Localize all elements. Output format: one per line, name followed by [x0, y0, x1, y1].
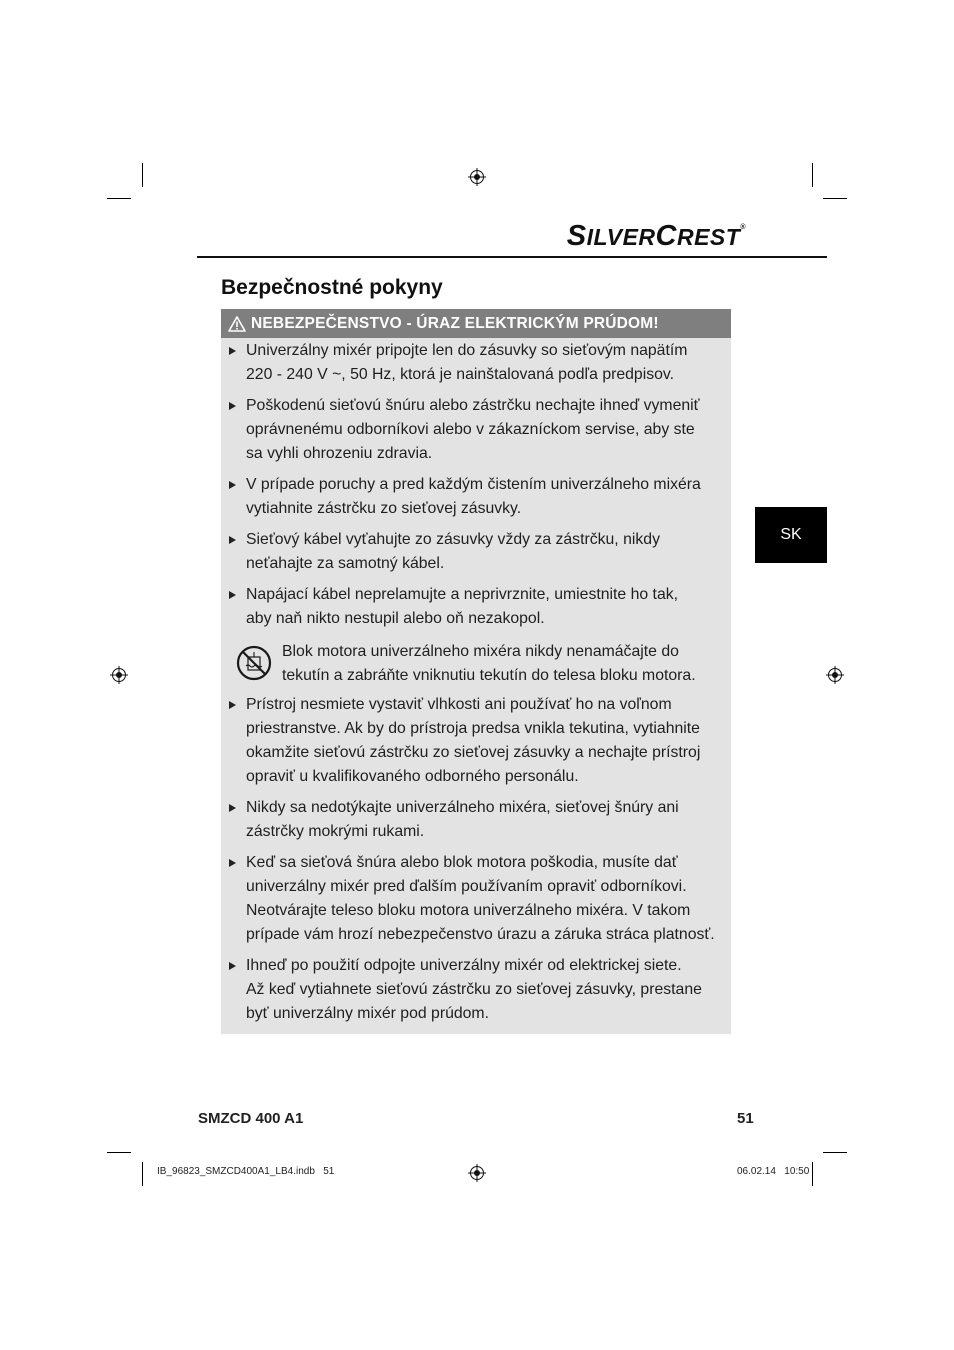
crop-mark — [107, 198, 131, 199]
page-title: Bezpečnostné pokyny — [221, 276, 443, 299]
bullet-arrow-icon — [229, 402, 236, 410]
list-item-text: V prípade poruchy a pred každým čistením univerzálneho mixéra vytiahnite zástrčku zo sieťovej zásuvky. — [246, 476, 701, 517]
list-item-text: Ihneď po použití odpojte univerzálny mixér od elektrickej siete. Až keď vytiahnete sieťovú zástrčku zo sieťovej zásuvky, prestane byť univerzálny mixér pod prúdom. — [246, 957, 702, 1022]
bullet-arrow-icon — [229, 859, 236, 867]
list-item-text: Prístroj nesmiete vystaviť vlhkosti ani používať ho na voľnom priestranstve. Ak by do prístroja predsa vnikla tekutina, vytiahnite okamžite sieťovú zástrčku zo sieťovej zásuvky a nechajte prístroj opraviť u kvalifikovaného odborného personálu. — [246, 696, 701, 785]
list-item-text: Nikdy sa nedotýkajte univerzálneho mixéra, sieťovej šnúry ani zástrčky mokrými rukami. — [246, 799, 679, 840]
warning-triangle-icon — [228, 316, 246, 332]
list-item-text: Sieťový kábel vyťahujte zo zásuvky vždy za zástrčku, nikdy neťahajte za samotný kábel. — [246, 531, 660, 572]
list-item-text: Poškodenú sieťovú šnúru alebo zástrčku nechajte ihneď vymeniť oprávnenému odborníkovi alebo v zákazníckom servise, aby ste sa vyhli ohrozeniu zdravia. — [246, 397, 700, 462]
note-text: Blok motora univerzálneho mixéra nikdy nenamáčajte do tekutín a zabráňte vniknutiu tekutín do telesa bloku motora. — [282, 643, 696, 684]
crop-mark — [823, 198, 847, 199]
list-item-text: Univerzálny mixér pripojte len do zásuvky so sieťovým napätím 220 - 240 V ~, 50 Hz, ktorá je nainštalovaná podľa predpisov. — [246, 342, 688, 383]
bullet-arrow-icon — [229, 481, 236, 489]
bullet-arrow-icon — [229, 804, 236, 812]
crop-mark — [142, 1162, 143, 1186]
safety-panel — [221, 309, 731, 1034]
registration-mark-icon — [110, 666, 128, 684]
registration-mark-icon — [468, 1164, 486, 1182]
bullet-arrow-icon — [229, 962, 236, 970]
registration-mark-icon — [468, 168, 486, 186]
crop-mark — [823, 1152, 847, 1153]
page-number: 51 — [737, 1110, 754, 1127]
crop-mark — [812, 163, 813, 187]
crop-mark — [142, 163, 143, 187]
list-item-text: Napájací kábel neprelamujte a neprivrznite, umiestnite ho tak, aby naň nikto nestupil alebo oň nezakopol. — [246, 586, 679, 627]
warning-header — [221, 309, 731, 338]
slug-file: IB_96823_SMZCD400A1_LB4.indb 51 — [157, 1166, 335, 1177]
bullet-arrow-icon — [229, 536, 236, 544]
crop-mark — [812, 1162, 813, 1186]
no-immersion-icon — [235, 644, 273, 682]
slug-date: 06.02.14 10:50 — [737, 1166, 810, 1177]
crop-mark — [107, 1152, 131, 1153]
bullet-arrow-icon — [229, 347, 236, 355]
brand-logo: SILVERCREST® — [566, 220, 746, 252]
header-rule — [197, 256, 827, 258]
registration-mark-icon — [826, 666, 844, 684]
language-tab: SK — [755, 507, 827, 563]
warning-title: NEBEZPEČENSTVO - ÚRAZ ELEKTRICKÝM PRÚDOM! — [251, 314, 659, 332]
bullet-arrow-icon — [229, 591, 236, 599]
footer-model: SMZCD 400 A1 — [198, 1110, 304, 1127]
bullet-arrow-icon — [229, 701, 236, 709]
list-item-text: Keď sa sieťová šnúra alebo blok motora poškodia, musíte dať univerzálny mixér pred ďalším používaním opraviť odborníkovi. Neotvárajte teleso bloku motora univerzálneho mixéra. V takom prípade vám hrozí nebezpečenstvo úrazu a záruka stráca platnosť. — [246, 854, 715, 943]
